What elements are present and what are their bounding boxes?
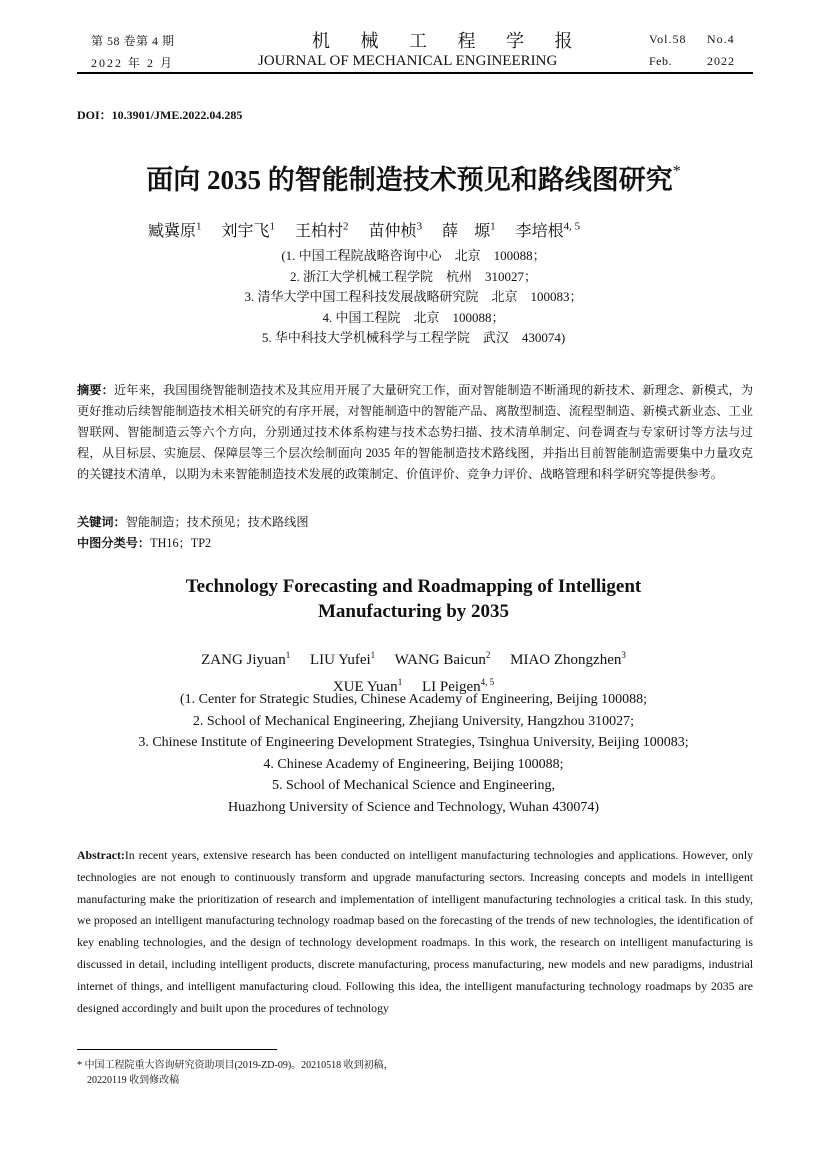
- author-cn: 臧冀原: [148, 223, 197, 240]
- author-cn: 苗仲桢: [368, 223, 417, 240]
- author-en: XUE Yuan: [332, 679, 398, 695]
- affiliation-cn: 3. 清华大学中国工程科技发展战略研究院 北京 100083；: [244, 289, 583, 304]
- clc-text: TH16；TP2: [150, 536, 212, 550]
- affiliations-cn: [0, 246, 827, 349]
- author-en-sup: 1: [397, 677, 403, 687]
- year-label: 2022: [707, 54, 735, 68]
- affiliation-cn: 5. 华中科技大学机械科学与工程学院 武汉 430074): [261, 330, 566, 345]
- affiliations-en: [0, 689, 827, 818]
- abstract-en: [77, 845, 753, 1019]
- title-en-line: Manufacturing by 2035: [317, 601, 510, 622]
- clc-cn: [77, 533, 753, 554]
- affiliation-en: 2. School of Mechanical Engineering, Zhejiang University, Hangzhou 310027;: [192, 713, 635, 729]
- affiliation-cn: (1. 中国工程院战略咨询中心 北京 100088；: [281, 248, 546, 263]
- keywords-text: 智能制造；技术预见；技术路线图: [125, 515, 309, 529]
- footnote-rule: [77, 1049, 277, 1050]
- journal-title-en: JOURNAL OF MECHANICAL ENGINEERING: [258, 53, 558, 69]
- title-cn-footnote-mark: *: [672, 163, 681, 180]
- author-en: LIU Yufei: [309, 652, 371, 668]
- author-en: MIAO Zhongzhen: [510, 652, 622, 668]
- month-label: Feb.: [649, 54, 672, 68]
- abstract-en-label: Abstract:: [77, 848, 125, 862]
- author-cn-sup: 1: [269, 220, 276, 233]
- author-cn-sup: 4, 5: [563, 220, 581, 233]
- date-label: 2022 年 2 月: [91, 56, 175, 70]
- author-en-sup: 1: [370, 650, 376, 660]
- title-cn-text: 面向 2035 的智能制造技术预见和路线图研究: [146, 165, 673, 195]
- author-en-sup: 3: [621, 650, 626, 660]
- affiliation-cn: 2. 浙江大学机械工程学院 杭州 310027；: [289, 268, 537, 284]
- title-cn: [0, 158, 827, 197]
- volume-label: Vol.58: [649, 32, 687, 46]
- author-cn: 刘宇飞: [221, 223, 270, 240]
- affiliation-en: 3. Chinese Institute of Engineering Development Strategies, Tsinghua University, Beijing 100083;: [138, 735, 689, 750]
- keywords-label: 关键词：: [77, 515, 126, 529]
- author-cn: 王柏村: [295, 223, 344, 240]
- abstract-cn-text: 近年来，我国围绕智能制造技术及其应用开展了大量研究工作，面对智能制造不断涌现的新技术、新理念、新模式，为更好推动后续智能制造技术相关研究的有序开展，对智能制造中的智能产品、离散型制造、流程型制造、新模式新业态、工业智联网、智能制造云等六个方向，分别通过技术体系构建与技术态势扫描、技术清单制定、问卷调查与专家研讨等方法与过程，从目标层、实施层、保障层等三个层次绘制面向 2035 年的智能制造技术路线图，并指出目前智能制造需要集中力量攻克的关键技术清单，以期为未来智能制造技术发展的政策制定、价值评价、竞争力评价、战略管理和科学研究等提供参考。: [77, 383, 754, 481]
- affiliation-cn: 4. 中国工程院 北京 100088；: [322, 309, 505, 325]
- author-cn-sup: 2: [343, 220, 349, 233]
- clc-label: 中图分类号：: [77, 536, 151, 550]
- affiliation-en: (1. Center for Strategic Studies, Chinese Academy of Engineering, Beijing 100088;: [180, 692, 647, 707]
- affiliation-en: 4. Chinese Academy of Engineering, Beijing 100088;: [263, 756, 564, 772]
- affiliation-en: 5. School of Mechanical Science and Engineering,: [271, 778, 555, 793]
- journal-title-cn: 机 械 工 程 学 报: [312, 31, 586, 51]
- keywords-cn: [77, 512, 753, 533]
- author-cn-sup: 3: [416, 220, 423, 233]
- author-en-sup: 4, 5: [480, 677, 495, 687]
- issue-label: 第 58 卷第 4 期: [91, 34, 175, 48]
- title-en-line: Technology Forecasting and Roadmapping of Intelligent: [185, 576, 642, 597]
- footnote-line: 20220119 收到修改稿: [87, 1075, 180, 1086]
- author-en-sup: 2: [485, 650, 491, 660]
- affiliation-en: Huazhong University of Science and Technology, Wuhan 430074): [227, 799, 600, 815]
- author-cn-sup: 1: [490, 220, 496, 233]
- author-en-sup: 1: [285, 650, 291, 660]
- author-cn: 薛 塬: [442, 223, 491, 240]
- author-en: LI Peigen: [421, 679, 481, 695]
- author-en: ZANG Jiyuan: [201, 652, 286, 668]
- author-cn: 李培根: [515, 223, 564, 240]
- footnote: [77, 1058, 677, 1088]
- authors-cn: [148, 218, 580, 241]
- abstract-cn: [77, 380, 753, 485]
- number-label: No.4: [707, 32, 735, 46]
- footnote-line: * 中国工程院重大咨询研究资助项目(2019-ZD-09)。20210518 收到初稿，: [77, 1060, 394, 1071]
- abstract-cn-label: 摘要：: [77, 383, 114, 397]
- doi: DOI：10.3901/JME.2022.04.285: [77, 108, 243, 122]
- author-cn-sup: 1: [196, 220, 202, 233]
- title-en: [0, 574, 827, 624]
- abstract-en-text: In recent years, extensive research has been conducted on intelligent manufacturing technologies and applications. However, only technologies are not enough to continuously transform and upgrade manufacturing sectors. Increasing concepts and models in intelligent manufacturing make the prioritization of research and implementation of intelligent manufacturing technologies a critical task. In this study, we proposed an intelligent manufacturing technology roadmap based on the forecasting of the trends of new technologies, the identification of key enabling technologies, and the design of technology development roadmaps. In this work, the research on intelligent manufacturing is discussed in detail, including intelligent products, discrete manufacturing, process manufacturing, new models and new paradigms, industrial internet of things, and intelligent manufacturing cloud. Following this idea, the intelligent manufacturing technology roadmaps by 2035 are designed accordingly and built upon the procedures of technology: [77, 848, 753, 1015]
- author-en: WANG Baicun: [394, 652, 486, 668]
- header-rule: [77, 72, 753, 74]
